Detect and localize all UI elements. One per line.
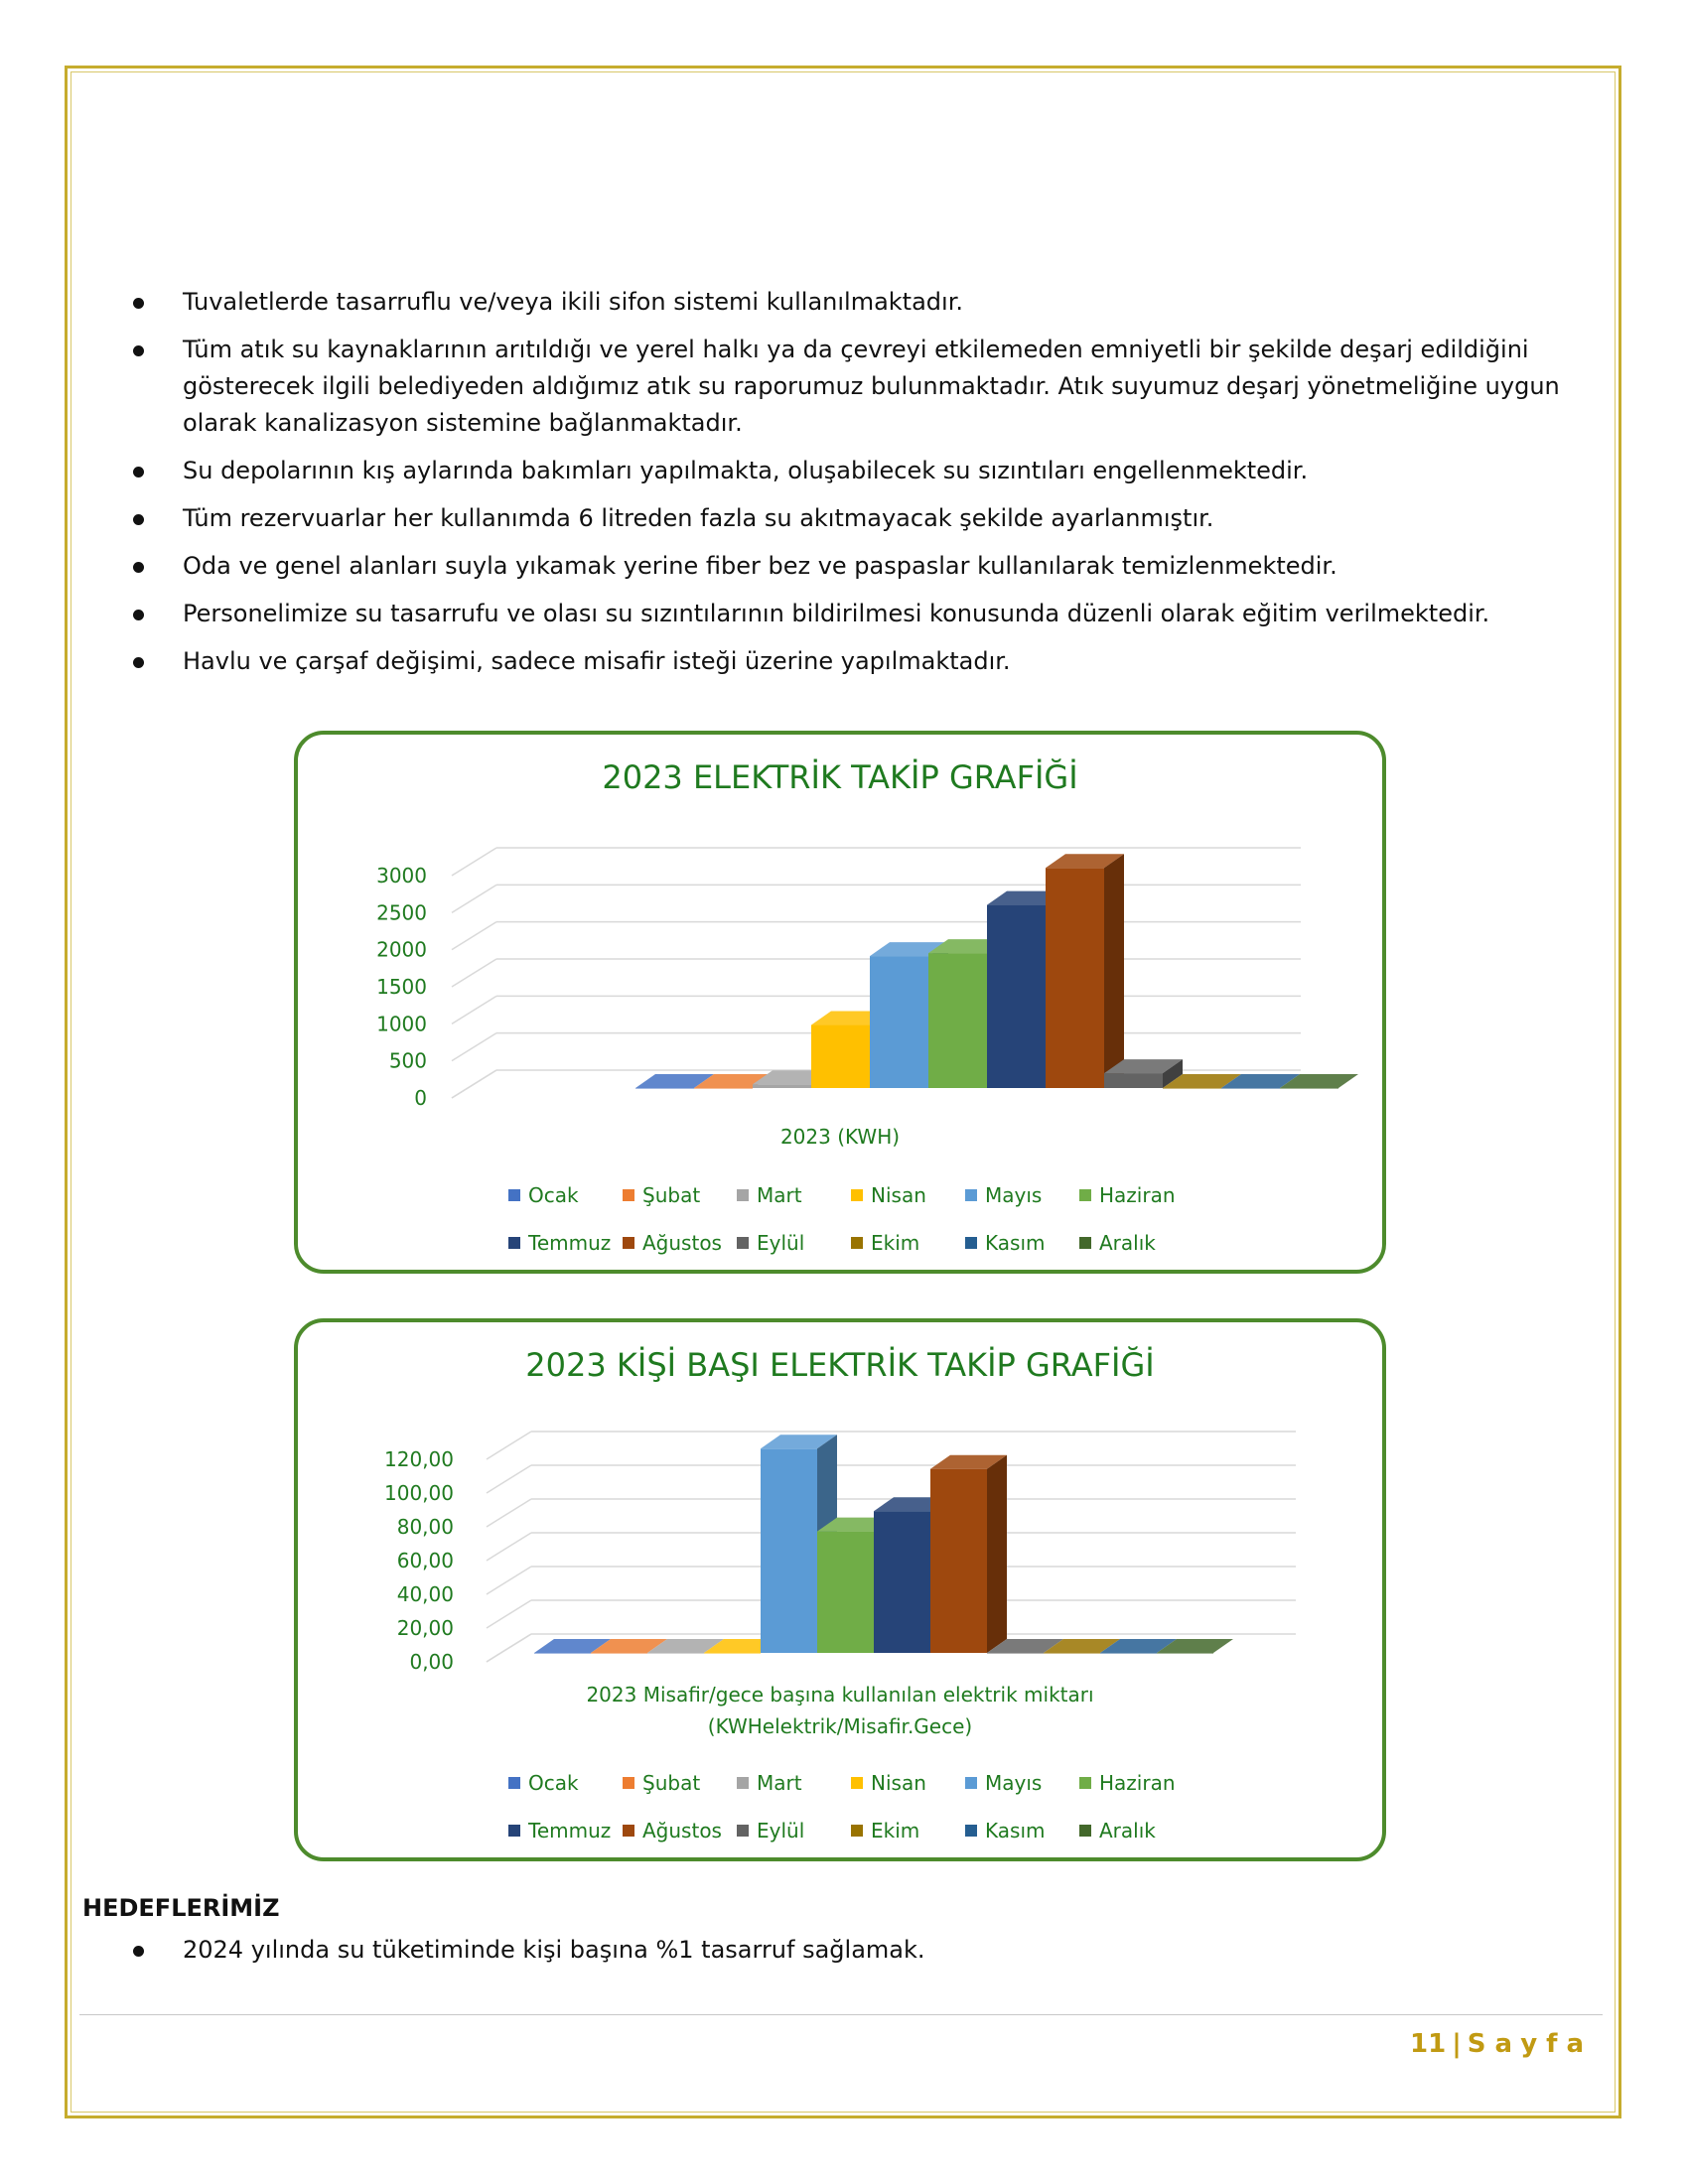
legend-swatch-icon [851, 1825, 863, 1837]
gridline [487, 1432, 531, 1459]
legend-swatch-icon [623, 1237, 634, 1249]
legend-swatch-icon [623, 1825, 634, 1837]
chart-legend [508, 1183, 1223, 1255]
legend-swatch-icon [851, 1189, 863, 1201]
y-tick-label: 2000 [376, 937, 427, 962]
legend-item [851, 1819, 965, 1843]
legend-item [965, 1771, 1079, 1795]
legend-item [623, 1231, 737, 1255]
legend-swatch-icon [1079, 1189, 1091, 1201]
bar-front [1100, 1653, 1157, 1654]
bar-front [987, 905, 1046, 1088]
bar-front [817, 1532, 874, 1653]
bar-front [870, 956, 928, 1088]
legend-item [737, 1183, 851, 1207]
bar-front [1280, 1088, 1338, 1089]
legend-label: Haziran [1099, 1771, 1176, 1795]
legend-label: Mayıs [985, 1183, 1043, 1207]
gridline [487, 1499, 531, 1527]
legend-label: Kasım [985, 1819, 1046, 1843]
legend-item [851, 1231, 965, 1255]
bar-front [1157, 1653, 1213, 1654]
bar-side [987, 1455, 1007, 1653]
bar-front [635, 1088, 694, 1089]
chart-legend [508, 1771, 1223, 1843]
legend-item [508, 1231, 623, 1255]
legend-label: Şubat [642, 1771, 701, 1795]
bar-front [987, 1653, 1044, 1654]
list-item: Tüm rezervuarlar her kullanımda 6 litreden fazla su akıtmayacak şekilde ayarlanmıştır. [129, 500, 1599, 537]
bar-front [704, 1653, 761, 1654]
gridline [452, 1033, 496, 1061]
legend-item [508, 1819, 623, 1843]
list-item: Su depolarının kış aylarında bakımları yapılmakta, oluşabilecek su sızıntıları engellenmektedir. [129, 453, 1599, 489]
legend-label: Kasım [985, 1231, 1046, 1255]
gridline [452, 922, 496, 950]
legend-label: Ocak [528, 1771, 579, 1795]
bullet-icon [133, 345, 144, 356]
bar-front [761, 1448, 817, 1653]
footer-divider [79, 2014, 1603, 2015]
legend-item [623, 1771, 737, 1795]
legend-label: Aralık [1099, 1231, 1156, 1255]
legend-item [965, 1183, 1079, 1207]
page-number: 11 [1410, 2029, 1447, 2059]
legend-item [1079, 1183, 1194, 1207]
legend-item [508, 1771, 623, 1795]
legend-label: Ağustos [642, 1819, 722, 1843]
gridline [452, 996, 496, 1024]
legend-swatch-icon [1079, 1237, 1091, 1249]
y-tick-label: 20,00 [396, 1616, 454, 1640]
bullet-icon [133, 610, 144, 620]
legend-swatch-icon [508, 1189, 520, 1201]
bar-front [591, 1653, 647, 1654]
bullet-icon [133, 657, 144, 668]
legend-label: Mart [757, 1183, 802, 1207]
x-axis-label: 2023 (KWH) [779, 1125, 901, 1149]
bullet-icon [133, 562, 144, 573]
legend-label: Aralık [1099, 1819, 1156, 1843]
x-axis-label: 2023 Misafir/gece başına kullanılan elektrik miktarı [586, 1683, 1094, 1706]
y-tick-label: 40,00 [396, 1582, 454, 1606]
legend-label: Haziran [1099, 1183, 1176, 1207]
bar-front [694, 1088, 753, 1089]
legend-item [851, 1771, 965, 1795]
chart-title: 2023 KİŞİ BAŞI ELEKTRİK TAKİP GRAFİĞİ [525, 1346, 1155, 1384]
bullet-icon [133, 514, 144, 525]
y-tick-label: 60,00 [396, 1549, 454, 1572]
bullet-icon [133, 467, 144, 478]
legend-label: Ağustos [642, 1231, 722, 1255]
electricity-chart [294, 731, 1386, 1274]
bar-side [1104, 854, 1124, 1088]
x-axis-label-line2: (KWHelektrik/Misafir.Gece) [707, 1714, 973, 1738]
legend-swatch-icon [737, 1189, 749, 1201]
legend-swatch-icon [965, 1237, 977, 1249]
bar-front [1104, 1073, 1163, 1088]
legend-swatch-icon [508, 1237, 520, 1249]
list-item: Havlu ve çarşaf değişimi, sadece misafir isteği üzerine yapılmaktadır. [129, 643, 1599, 680]
gridline [487, 1600, 531, 1628]
legend-label: Nisan [871, 1771, 926, 1795]
bar-ağustos [930, 1455, 1007, 1653]
legend-label: Ekim [871, 1231, 920, 1255]
legend-swatch-icon [623, 1777, 634, 1789]
legend-item [737, 1231, 851, 1255]
legend-label: Temmuz [528, 1819, 612, 1843]
legend-label: Temmuz [528, 1231, 612, 1255]
legend-swatch-icon [623, 1189, 634, 1201]
bullet-icon [133, 1946, 144, 1957]
legend-item [1079, 1771, 1194, 1795]
list-item: Tuvaletlerde tasarruflu ve/veya ikili sifon sistemi kullanılmaktadır. [129, 284, 1599, 321]
measures-list [129, 284, 1599, 691]
legend-swatch-icon [1079, 1825, 1091, 1837]
y-tick-label: 3000 [376, 864, 427, 887]
legend-item [965, 1819, 1079, 1843]
legend-swatch-icon [851, 1237, 863, 1249]
goals-heading: HEDEFLERİMİZ [82, 1894, 280, 1922]
y-tick-label: 80,00 [396, 1515, 454, 1539]
bar-front [647, 1653, 704, 1654]
bar-front [1221, 1088, 1280, 1089]
bar-front [1046, 868, 1104, 1088]
bar-front [930, 1469, 987, 1653]
list-item: Personelimize su tasarrufu ve olası su sızıntılarının bildirilmesi konusunda düzenli olarak eğitim verilmektedir. [129, 596, 1599, 632]
chart-title: 2023 ELEKTRİK TAKİP GRAFİĞİ [602, 758, 1078, 796]
legend-swatch-icon [737, 1825, 749, 1837]
bar-front [1044, 1653, 1100, 1654]
legend-item [965, 1231, 1079, 1255]
page-label: Sayfa [1467, 2029, 1593, 2059]
floor-line [452, 1070, 496, 1098]
bar-front [534, 1653, 591, 1654]
gridline [487, 1567, 531, 1594]
legend-item [1079, 1231, 1194, 1255]
legend-item [851, 1183, 965, 1207]
y-tick-label: 100,00 [384, 1481, 454, 1505]
legend-swatch-icon [851, 1777, 863, 1789]
legend-label: Nisan [871, 1183, 926, 1207]
bar-ağustos [1046, 854, 1124, 1088]
footer-separator: | [1452, 2029, 1462, 2059]
bar-front [928, 953, 987, 1088]
y-tick-label: 1000 [376, 1012, 427, 1036]
legend-label: Eylül [757, 1819, 805, 1843]
page-footer [1410, 2029, 1593, 2059]
per-guest-electricity-chart [294, 1318, 1386, 1861]
gridline [487, 1465, 531, 1493]
bullet-icon [133, 298, 144, 309]
gridline [452, 848, 496, 876]
legend-swatch-icon [737, 1777, 749, 1789]
floor-line [487, 1634, 531, 1662]
legend-item [508, 1183, 623, 1207]
legend-swatch-icon [965, 1189, 977, 1201]
y-tick-label: 2500 [376, 900, 427, 925]
legend-item [737, 1819, 851, 1843]
list-item: Oda ve genel alanları suyla yıkamak yerine fiber bez ve paspaslar kullanılarak temizlenmektedir. [129, 548, 1599, 585]
legend-label: Ekim [871, 1819, 920, 1843]
y-tick-label: 1500 [376, 975, 427, 999]
legend-swatch-icon [508, 1777, 520, 1789]
bar-front [1163, 1088, 1221, 1089]
legend-swatch-icon [737, 1237, 749, 1249]
gridline [452, 885, 496, 912]
legend-label: Şubat [642, 1183, 701, 1207]
bar-front [753, 1084, 811, 1088]
legend-item [623, 1819, 737, 1843]
legend-swatch-icon [965, 1825, 977, 1837]
y-tick-label: 120,00 [384, 1447, 454, 1471]
gridline [487, 1533, 531, 1561]
y-tick-label: 0 [414, 1086, 427, 1110]
bar-front [874, 1511, 930, 1653]
legend-label: Mart [757, 1771, 802, 1795]
goals-list [129, 1932, 1599, 1969]
legend-swatch-icon [965, 1777, 977, 1789]
list-item: Tüm atık su kaynaklarının arıtıldığı ve yerel halkı ya da çevreyi etkilemeden emniyetli bir şekilde deşarj edildiğini gösterecek ilgili belediyeden aldığımız atık su raporumuz bulunmaktadır. Atık suyumuz deşarj yönetmeliğine uygun olarak kanalizasyon sistemine bağlanmaktadır. [129, 332, 1599, 442]
legend-swatch-icon [1079, 1777, 1091, 1789]
legend-label: Eylül [757, 1231, 805, 1255]
bar-front [811, 1025, 870, 1088]
legend-item [623, 1183, 737, 1207]
gridline [452, 959, 496, 987]
y-tick-label: 500 [388, 1048, 427, 1073]
legend-label: Ocak [528, 1183, 579, 1207]
legend-item [1079, 1819, 1194, 1843]
legend-item [737, 1771, 851, 1795]
legend-label: Mayıs [985, 1771, 1043, 1795]
legend-swatch-icon [508, 1825, 520, 1837]
list-item: 2024 yılında su tüketiminde kişi başına %1 tasarruf sağlamak. [129, 1932, 1599, 1969]
y-tick-label: 0,00 [409, 1650, 454, 1674]
